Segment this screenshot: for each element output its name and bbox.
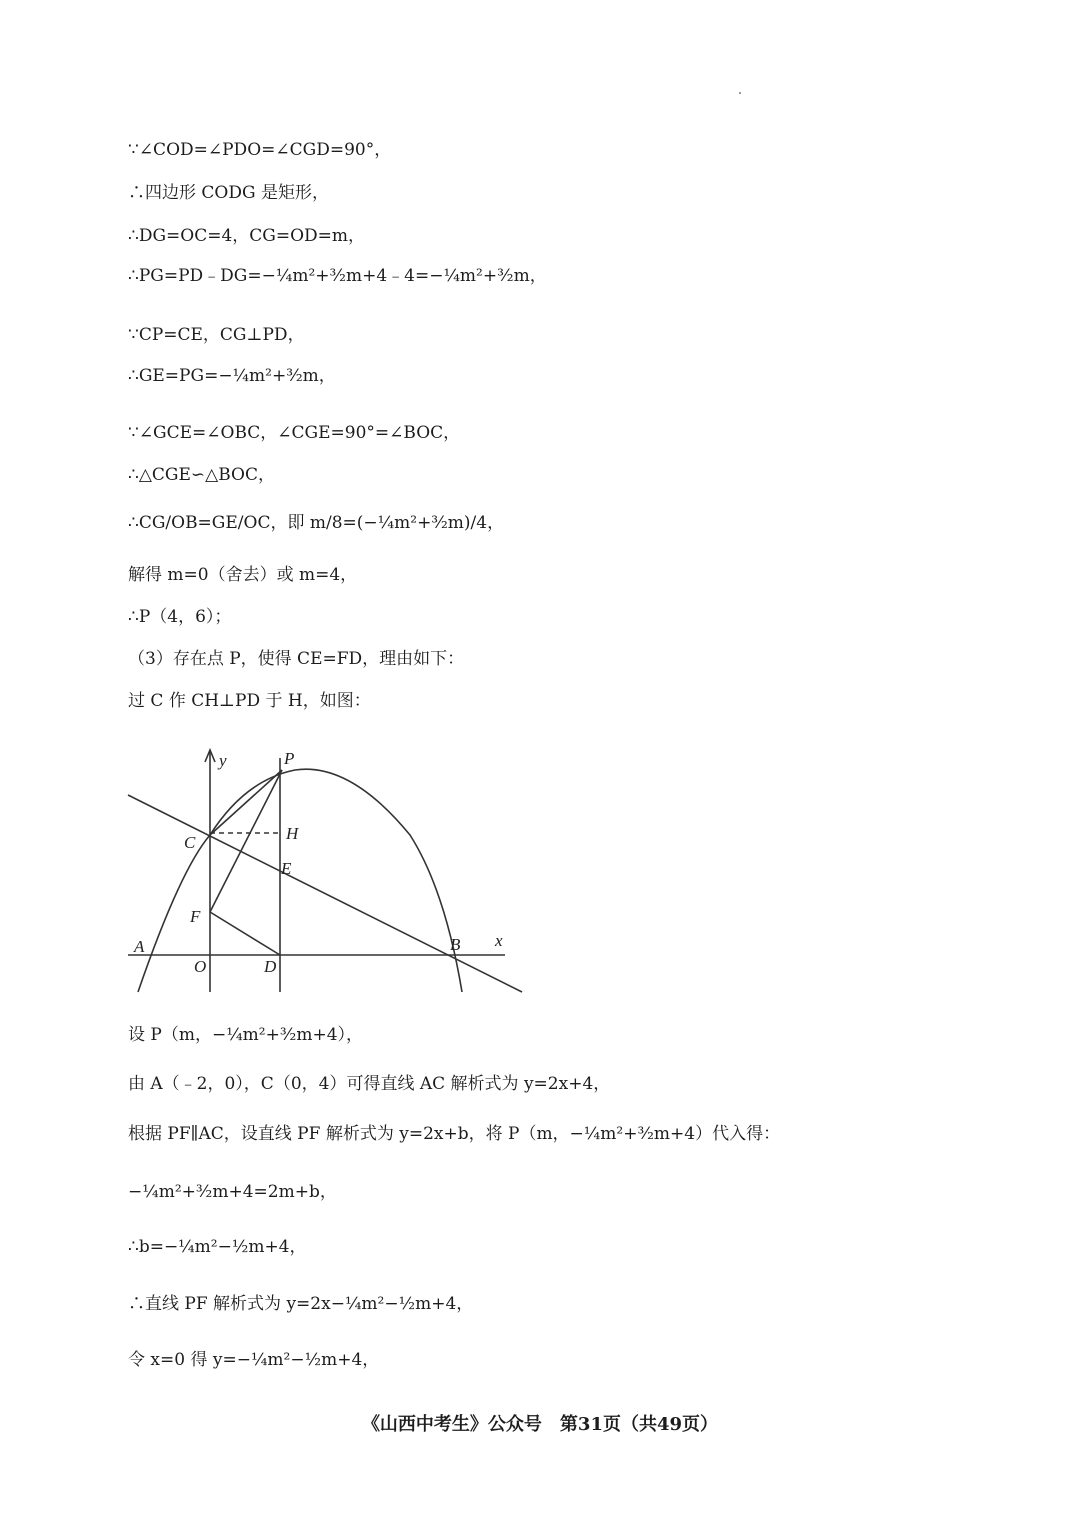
line-1-text: ∵∠COD=∠PDO=∠CGD=90°， bbox=[128, 140, 392, 160]
line-10 bbox=[128, 567, 357, 584]
label-e: E bbox=[281, 859, 292, 878]
line-3-text: ∴DG=OC=4，CG=OD=m， bbox=[128, 226, 366, 246]
line-6 bbox=[128, 368, 336, 385]
line-8-text: ∴△CGE∽△BOC， bbox=[128, 465, 275, 485]
line-9-text: ∴CG/OB=GE/OC，即 m/8=(−¼m²+³⁄₂m)/4， bbox=[128, 513, 505, 533]
line-15 bbox=[128, 1076, 610, 1093]
line-2-text: ∴四边形 CODG 是矩形， bbox=[128, 183, 329, 203]
segment-cp bbox=[210, 770, 282, 835]
line-16-text: 根据 PF∥AC，设直线 PF 解析式为 y=2x+b，将 P（m，−¼m²+³⁄₂m+4）代入得： bbox=[128, 1124, 781, 1144]
label-y: y bbox=[219, 751, 227, 770]
line-6-text: ∴GE=PG=−¼m²+³⁄₂m， bbox=[128, 366, 336, 386]
line-12-text: （3）存在点 P，使得 CE=FD，理由如下： bbox=[128, 649, 465, 669]
line-14 bbox=[128, 1027, 363, 1044]
line-9 bbox=[128, 515, 504, 532]
label-x: x bbox=[495, 931, 503, 950]
label-o: O bbox=[194, 957, 207, 976]
label-p: P bbox=[284, 749, 295, 768]
line-1 bbox=[128, 142, 391, 159]
line-14-text: 设 P（m，−¼m²+³⁄₂m+4）， bbox=[128, 1025, 364, 1045]
geometry-figure bbox=[120, 740, 530, 1000]
stray-dot bbox=[739, 92, 741, 94]
line-19 bbox=[128, 1296, 473, 1313]
line-13 bbox=[128, 693, 371, 710]
line-11 bbox=[128, 609, 231, 626]
page-footer: 《山西中考生》公众号 第31页（共49页） bbox=[361, 1414, 719, 1435]
line-15-text: 由 A（﹣2，0），C（0，4）可得直线 AC 解析式为 y=2x+4， bbox=[128, 1074, 611, 1094]
label-b: B bbox=[450, 935, 461, 954]
segment-fd bbox=[210, 912, 280, 955]
line-bc bbox=[128, 795, 522, 992]
line-16 bbox=[128, 1126, 780, 1143]
label-c: C bbox=[184, 833, 196, 852]
line-20 bbox=[128, 1352, 379, 1369]
line-11-text: ∴P（4，6）； bbox=[128, 607, 232, 627]
line-7-text: ∵∠GCE=∠OBC，∠CGE=90°=∠BOC， bbox=[128, 423, 461, 443]
line-18 bbox=[128, 1239, 307, 1256]
line-4-text: ∴PG=PD﹣DG=−¼m²+³⁄₂m+4﹣4=−¼m²+³⁄₂m， bbox=[128, 266, 547, 286]
line-8 bbox=[128, 467, 275, 484]
line-18-text: ∴b=−¼m²−½m+4， bbox=[128, 1237, 307, 1257]
line-3 bbox=[128, 228, 365, 245]
label-a: A bbox=[134, 937, 145, 956]
line-4 bbox=[128, 268, 547, 285]
line-5 bbox=[128, 327, 305, 344]
label-h: H bbox=[286, 824, 299, 843]
line-2 bbox=[128, 185, 329, 202]
line-20-text: 令 x=0 得 y=−¼m²−½m+4， bbox=[128, 1350, 380, 1370]
label-d: D bbox=[264, 957, 277, 976]
line-17 bbox=[128, 1184, 337, 1201]
line-17-text: −¼m²+³⁄₂m+4=2m+b， bbox=[128, 1182, 337, 1202]
label-f: F bbox=[190, 907, 201, 926]
line-13-text: 过 C 作 CH⊥PD 于 H，如图： bbox=[128, 691, 371, 711]
line-5-text: ∵CP=CE，CG⊥PD， bbox=[128, 325, 305, 345]
line-10-text: 解得 m=0（舍去）或 m=4， bbox=[128, 565, 358, 585]
line-12 bbox=[128, 651, 464, 668]
line-19-text: ∴直线 PF 解析式为 y=2x−¼m²−½m+4， bbox=[128, 1294, 474, 1314]
line-7 bbox=[128, 425, 460, 442]
